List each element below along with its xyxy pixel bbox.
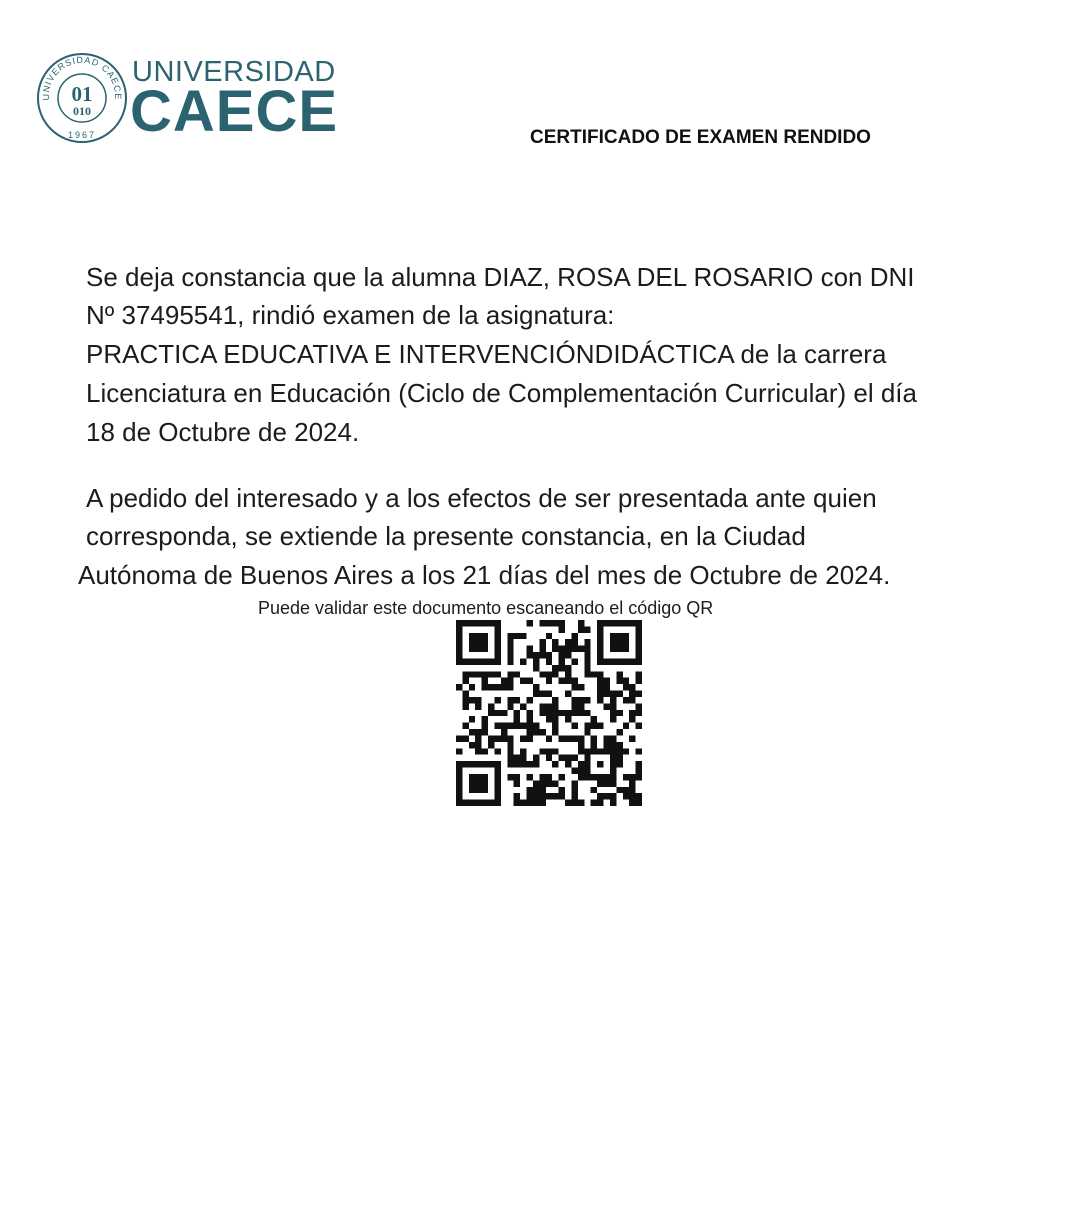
seal-year: 1967 [67, 130, 97, 140]
brand-main-text: CAECE [130, 79, 339, 144]
seal-number-bottom: 010 [73, 104, 91, 118]
university-seal-icon [36, 52, 128, 144]
paragraph-line: Autónoma de Buenos Aires a los 21 días del mes de Octubre de 2024. [78, 560, 891, 590]
seal-ring-text: UNIVERSIDAD CAECE [40, 54, 124, 101]
paragraph-line: Se deja constancia que la alumna DIAZ, ROSA DEL ROSARIO con DNI [86, 262, 915, 292]
certificate-title: CERTIFICADO DE EXAMEN RENDIDO [530, 127, 871, 148]
paragraph-line: 18 de Octubre de 2024. [86, 417, 360, 447]
university-logo [36, 52, 339, 147]
paragraph-line: A pedido del interesado y a los efectos de ser presentada ante quien [86, 483, 877, 513]
qr-code[interactable] [456, 620, 642, 806]
brand-top-text: UNIVERSIDAD [132, 56, 336, 88]
paragraph-line: Nº 37495541, rindió examen de la asignatura: [86, 300, 615, 330]
qr-caption: Puede validar este documento escaneando el código QR [258, 598, 714, 618]
seal-number-top: 01 [71, 82, 93, 106]
paragraph-line: Licenciatura en Educación (Ciclo de Complementación Curricular) el día [86, 378, 917, 408]
paragraph-line: PRACTICA EDUCATIVA E INTERVENCIÓNDIDÁCTICA de la carrera [86, 339, 887, 369]
paragraph-line: corresponda, se extiende la presente constancia, en la Ciudad [86, 521, 806, 551]
